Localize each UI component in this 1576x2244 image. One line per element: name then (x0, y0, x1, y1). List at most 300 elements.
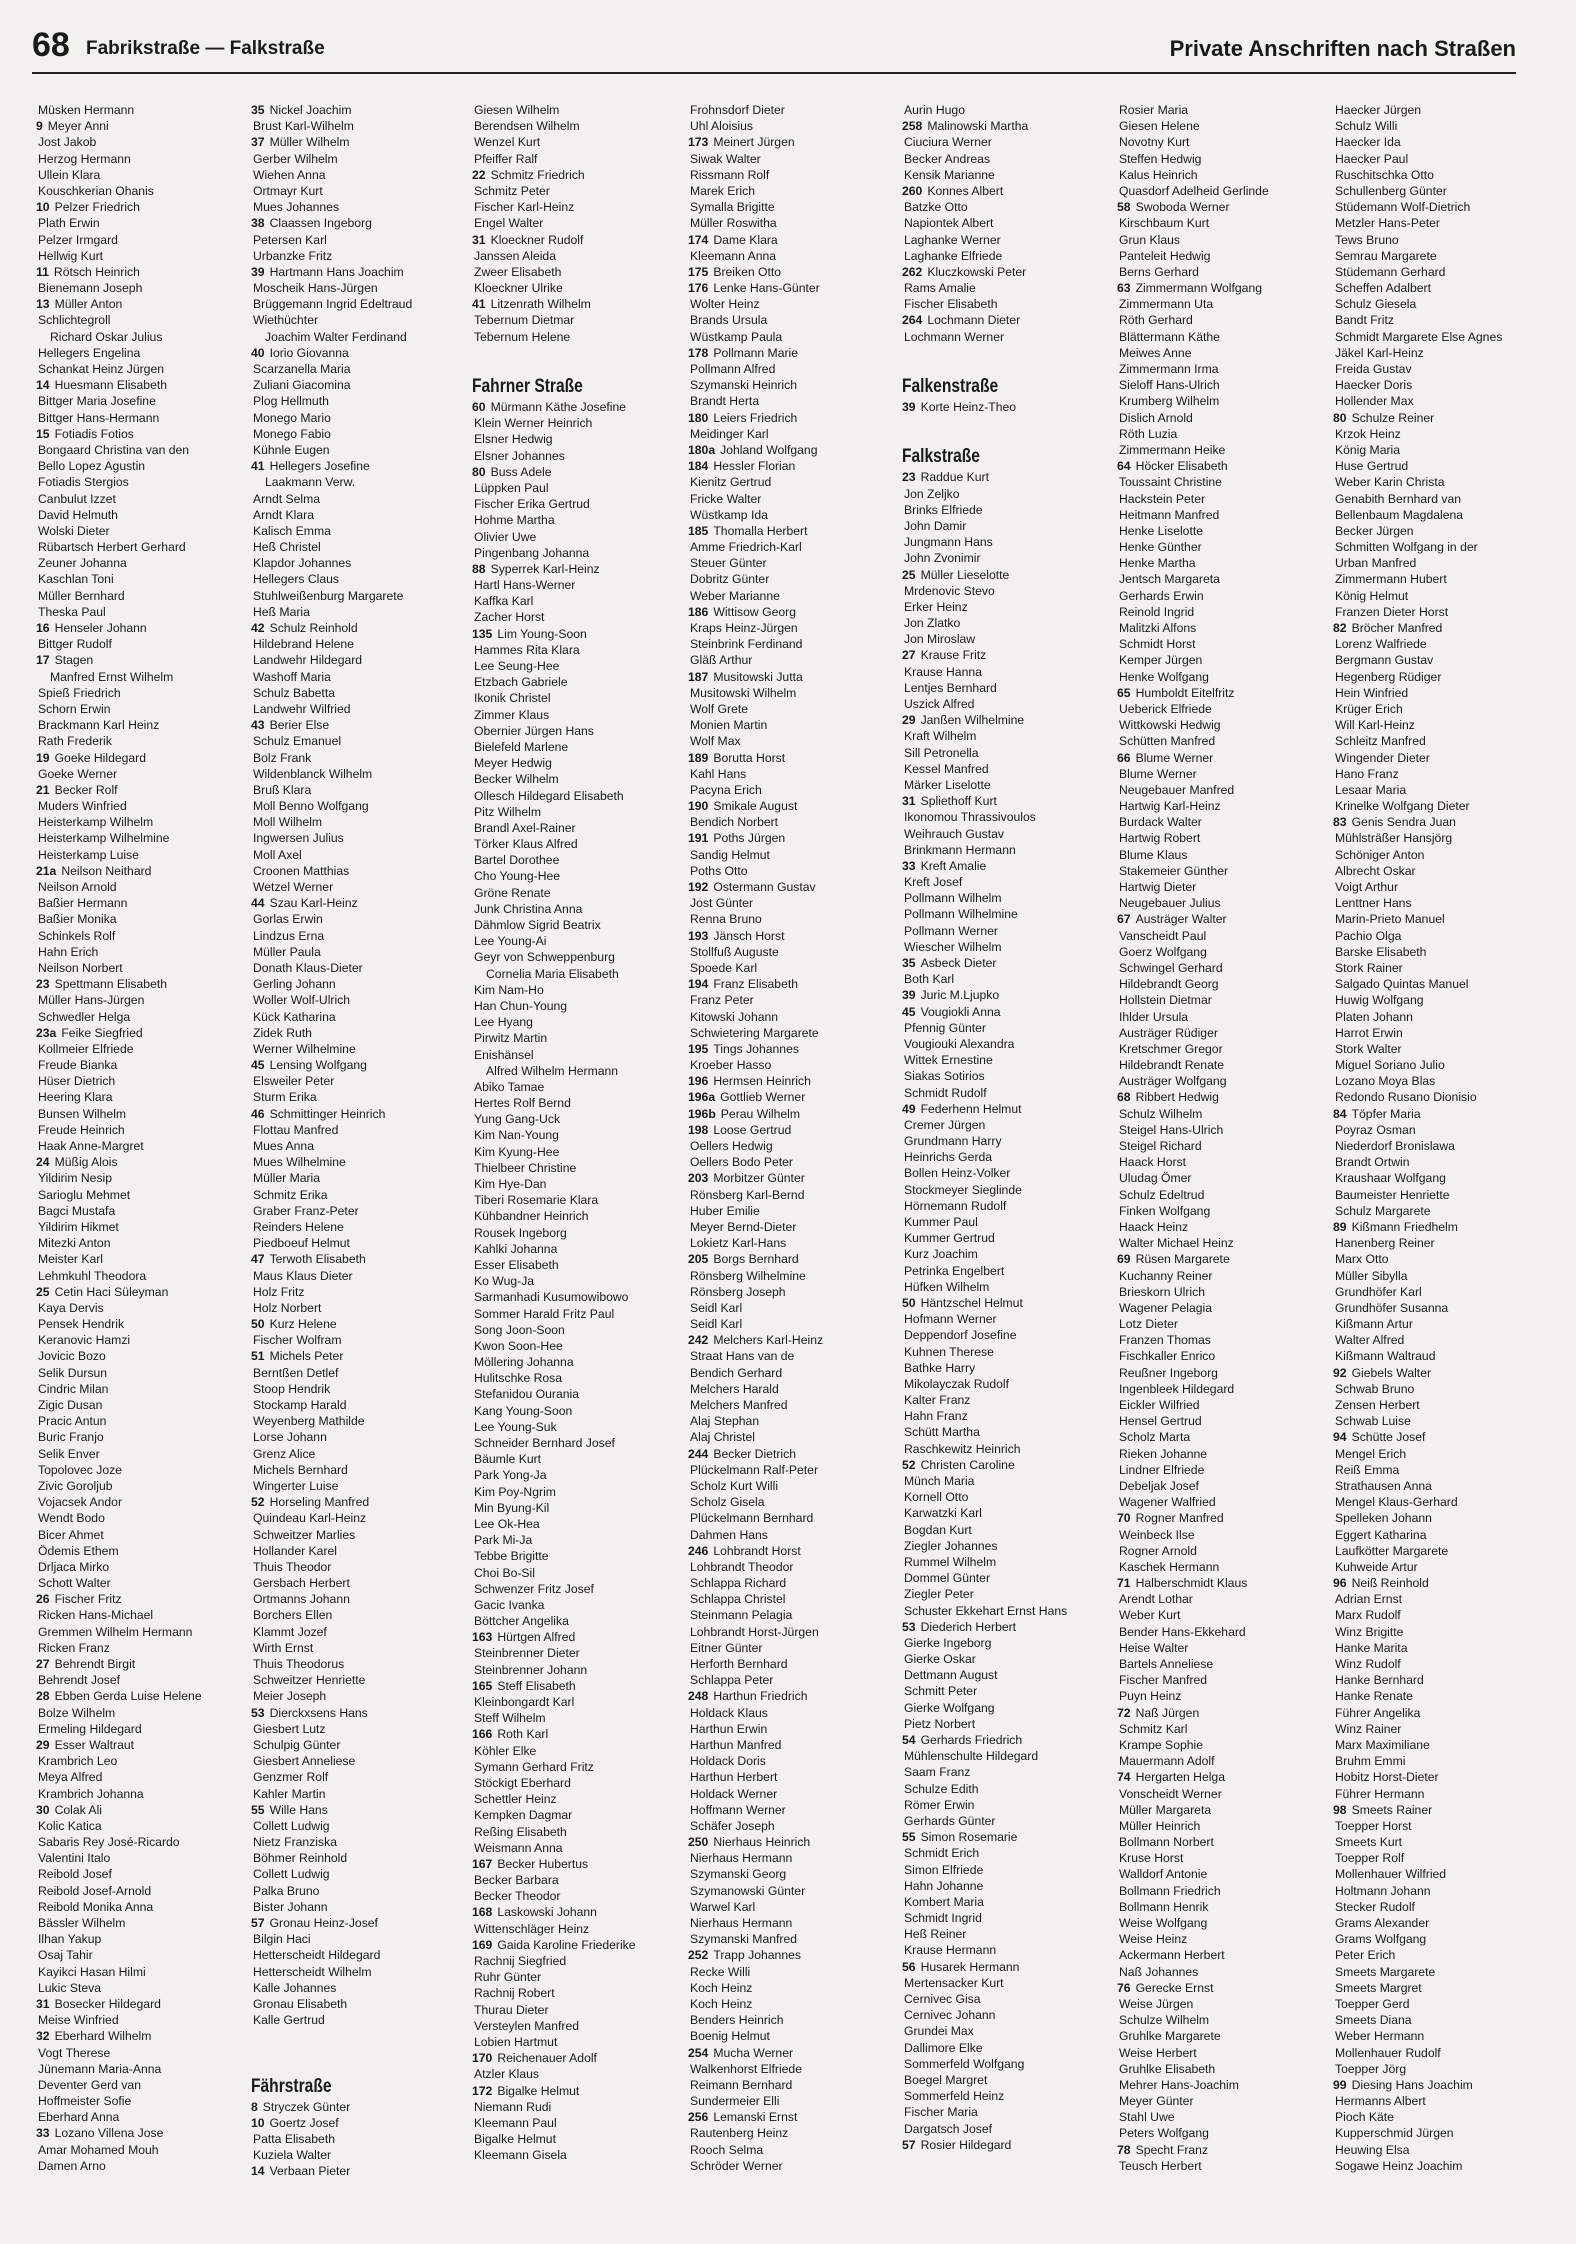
resident-name: Ziegler Peter (904, 1587, 974, 1602)
resident-entry (251, 1154, 463, 1170)
resident-entry (251, 1802, 463, 1818)
resident-name: Schulze Wilhelm (1119, 2013, 1210, 2028)
resident-entry (1333, 588, 1545, 604)
resident-entry (251, 766, 463, 782)
resident-entry (688, 118, 900, 134)
resident-entry (251, 1462, 463, 1478)
resident-entry (1333, 1850, 1545, 1866)
resident-entry (36, 1397, 248, 1413)
resident-name: Kuhweide Artur (1335, 1559, 1418, 1574)
resident-entry (472, 480, 684, 496)
resident-name: Valentini Italo (38, 1851, 111, 1866)
house-number: 24 (36, 1155, 50, 1170)
resident-entry (902, 550, 1114, 566)
resident-entry (36, 1883, 248, 1899)
resident-entry (1333, 1980, 1545, 1996)
resident-entry (251, 199, 463, 215)
resident-entry (36, 2109, 248, 2125)
resident-name: Lozano Villena Jose (54, 2126, 164, 2141)
resident-name: Schwab Bruno (1335, 1381, 1415, 1396)
resident-entry (36, 1624, 248, 1640)
resident-entry (902, 1764, 1114, 1780)
resident-entry (688, 636, 900, 652)
house-number: 203 (688, 1171, 709, 1186)
resident-entry (688, 1478, 900, 1494)
resident-entry (688, 215, 900, 231)
resident-entry (472, 1435, 684, 1451)
resident-name: Freude Bianka (38, 1058, 118, 1073)
resident-name: Eickler Wilfried (1119, 1398, 1200, 1412)
resident-entry (1117, 183, 1329, 199)
resident-name: Szymanowski Günter (690, 1883, 806, 1898)
resident-entry (1333, 1834, 1545, 1850)
resident-name: Winz Rainer (1335, 1721, 1402, 1736)
resident-entry (688, 992, 900, 1008)
resident-name: Gerhards Friedrich (920, 1733, 1023, 1747)
resident-entry (36, 766, 248, 782)
resident-entry (1117, 1365, 1329, 1381)
resident-name: Stahl Uwe (1119, 2110, 1175, 2125)
resident-name: Gierke Wolfgang (904, 1700, 995, 1715)
resident-name: Neugebauer Julius (1119, 896, 1221, 911)
resident-name: Rachnij Robert (474, 1986, 555, 2001)
resident-entry (1117, 1883, 1329, 1899)
resident-name: Tings Johannes (713, 1041, 799, 1056)
resident-name: Brands Ursula (690, 313, 768, 328)
resident-entry (472, 1759, 684, 1775)
resident-name: Genabith Bernhard van (1335, 491, 1462, 506)
house-number: 72 (1117, 1705, 1131, 1720)
resident-name: Scarzanella Maria (253, 362, 351, 376)
house-number: 40 (251, 345, 265, 360)
resident-name: Kienitz Gertrud (690, 475, 772, 490)
resident-entry (902, 615, 1114, 631)
resident-name: Franz Peter (690, 993, 754, 1008)
resident-entry (36, 1996, 248, 2012)
resident-name: Becker Hubertus (497, 1856, 589, 1871)
resident-name: Kalter Franz (904, 1393, 971, 1408)
resident-entry (36, 669, 248, 685)
resident-entry (1333, 928, 1545, 944)
resident-name: Harthun Manfred (690, 1737, 782, 1752)
resident-name: Holz Fritz (253, 1284, 305, 1299)
resident-entry (472, 1273, 684, 1289)
resident-name: Steinmann Pelagia (690, 1608, 793, 1623)
resident-name: Schwingel Gerhard (1119, 960, 1223, 975)
resident-entry (36, 2061, 248, 2077)
resident-entry (1117, 685, 1329, 701)
resident-name: Syperrek Karl-Heinz (490, 561, 600, 576)
resident-name: Ermeling Hildegard (38, 1721, 142, 1736)
resident-entry (1333, 377, 1545, 393)
resident-entry (472, 1678, 684, 1694)
resident-name: Ikonomou Thrassivoulos (904, 810, 1036, 825)
resident-entry (472, 2066, 684, 2082)
resident-name: Ödemis Ethem (38, 1543, 119, 1558)
resident-name: Wendt Bodo (38, 1511, 105, 1526)
house-number: 256 (688, 2110, 709, 2125)
resident-name: Nierhaus Hermann (690, 1851, 793, 1866)
resident-name: Klapdor Johannes (253, 556, 352, 571)
resident-name: Berns Gerhard (1119, 264, 1199, 279)
resident-name: Rousek Ingeborg (474, 1225, 567, 1240)
house-number: 254 (688, 2045, 709, 2060)
resident-entry (472, 1063, 684, 1079)
resident-name: Möllering Johanna (474, 1355, 574, 1370)
resident-name: Reiß Emma (1335, 1462, 1400, 1477)
resident-name: Vougiouki Alexandra (904, 1036, 1015, 1051)
resident-name: Bruß Klara (253, 782, 312, 797)
resident-entry (1117, 1866, 1329, 1882)
resident-entry (251, 1138, 463, 1154)
resident-entry (36, 1866, 248, 1882)
resident-name: Spliethoff Kurt (920, 794, 997, 809)
house-number: 50 (902, 1295, 916, 1310)
resident-entry (251, 620, 463, 636)
resident-name: Spelleken Johann (1335, 1511, 1432, 1526)
resident-entry (1117, 523, 1329, 539)
resident-entry (1117, 766, 1329, 782)
resident-entry (902, 712, 1114, 728)
resident-entry (36, 571, 248, 587)
resident-name: Brinkmann Hermann (904, 842, 1016, 857)
resident-name: Harthun Erwin (690, 1721, 768, 1736)
house-number: 33 (36, 2126, 50, 2141)
resident-entry (251, 1834, 463, 1850)
resident-name: Hackstein Peter (1119, 491, 1206, 506)
resident-name: Schmidt Margarete Else Agnes (1335, 329, 1503, 344)
resident-entry (472, 1597, 684, 1613)
resident-entry (1333, 652, 1545, 668)
resident-name: Gläß Arthur (690, 653, 753, 668)
resident-name: Giesen Helene (1119, 119, 1200, 134)
resident-entry (1333, 1575, 1545, 1591)
house-number: 58 (1117, 200, 1131, 215)
resident-name: Karwatzki Karl (904, 1506, 982, 1521)
resident-name: Cornelia Maria Elisabeth (486, 966, 619, 981)
resident-entry (1117, 491, 1329, 507)
resident-name: Meya Alfred (38, 1770, 103, 1785)
house-number: 41 (251, 459, 265, 474)
resident-entry (1333, 199, 1545, 215)
resident-entry (472, 1921, 684, 1937)
resident-entry (688, 1446, 900, 1462)
resident-entry (251, 928, 463, 944)
resident-entry (1117, 118, 1329, 134)
resident-name: Eitner Günter (690, 1640, 763, 1655)
resident-name: Schmitten Wolfgang in der (1335, 540, 1478, 555)
resident-name: Ingwersen Julius (253, 831, 344, 846)
resident-name: Moll Axel (253, 847, 302, 862)
resident-name: Goeke Hildegard (54, 750, 147, 765)
resident-entry (1333, 636, 1545, 652)
resident-name: Schorn Erwin (38, 701, 111, 716)
resident-entry (472, 658, 684, 674)
resident-entry (36, 215, 248, 231)
resident-entry (251, 1187, 463, 1203)
resident-entry (472, 183, 684, 199)
resident-name: Haack Heinz (1119, 1219, 1189, 1234)
resident-name: Huse Gertrud (1335, 459, 1409, 474)
resident-name: Musitowski Wilhelm (690, 685, 797, 700)
resident-entry (1117, 571, 1329, 587)
resident-name: Dislich Arnold (1119, 410, 1193, 425)
resident-name: Amme Friedrich-Karl (690, 540, 802, 555)
house-number: 47 (251, 1252, 265, 1267)
house-number: 25 (902, 567, 916, 582)
resident-entry (688, 1235, 900, 1251)
resident-name: Sogawe Heinz Joachim (1335, 2158, 1463, 2173)
resident-entry (1333, 1672, 1545, 1688)
house-number: 14 (36, 378, 50, 393)
resident-name: Joachim Walter Ferdinand (265, 329, 407, 344)
resident-entry (251, 1786, 463, 1802)
resident-entry (902, 1683, 1114, 1699)
resident-name: Schlappa Peter (690, 1673, 774, 1688)
resident-entry (472, 2099, 684, 2115)
resident-entry (1333, 685, 1545, 701)
resident-name: Mucha Werner (713, 2045, 794, 2060)
resident-name: Wiethüchter (253, 313, 319, 328)
resident-entry (472, 1176, 684, 1192)
resident-entry (1333, 1624, 1545, 1640)
resident-entry (472, 593, 684, 609)
resident-entry (36, 280, 248, 296)
resident-entry (1333, 507, 1545, 523)
resident-entry (1117, 232, 1329, 248)
resident-entry (472, 512, 684, 528)
resident-entry (1117, 2012, 1329, 2028)
resident-entry (902, 1101, 1114, 1117)
house-number: 174 (688, 232, 709, 247)
resident-name: Perau Wilhelm (720, 1106, 801, 1121)
resident-name: Schulz Giesela (1335, 297, 1417, 312)
house-number: 166 (472, 1727, 493, 1742)
resident-name: Schwenzer Fritz Josef (474, 1581, 594, 1596)
resident-entry (36, 410, 248, 426)
resident-entry (1333, 1413, 1545, 1429)
resident-entry (688, 1947, 900, 1963)
resident-entry (472, 1532, 684, 1548)
house-number: 28 (36, 1689, 50, 1704)
resident-name: Heisterkamp Wilhelmine (38, 831, 170, 846)
house-number: 70 (1117, 1511, 1131, 1526)
house-number: 89 (1333, 1219, 1347, 1234)
resident-entry (1117, 1834, 1329, 1850)
house-number: 45 (902, 1004, 916, 1019)
house-number: 252 (688, 1948, 709, 1963)
resident-name: Bello Lopez Agustin (38, 459, 146, 474)
resident-entry (36, 976, 248, 992)
resident-entry (902, 1829, 1114, 1845)
resident-entry (1333, 1348, 1545, 1364)
resident-name: Kroeber Hasso (690, 1058, 772, 1073)
resident-entry (1333, 1753, 1545, 1769)
resident-name: Urban Manfred (1335, 556, 1417, 571)
resident-name: Berier Else (269, 718, 330, 733)
house-number: 55 (251, 1802, 265, 1817)
resident-entry (472, 917, 684, 933)
resident-name: Schmitz Peter (474, 183, 550, 198)
resident-name: Finken Wolfgang (1119, 1203, 1211, 1218)
resident-entry (472, 415, 684, 431)
resident-name: Rooch Selma (690, 2142, 764, 2157)
resident-entry (902, 1408, 1114, 1424)
resident-entry (902, 1732, 1114, 1748)
resident-name: Lenke Hans-Günter (713, 281, 820, 296)
resident-entry (688, 1624, 900, 1640)
resident-entry (1117, 1527, 1329, 1543)
resident-name: Kleemann Paul (474, 2115, 557, 2130)
resident-name: Weise Jürgen (1119, 1996, 1194, 2011)
resident-name: Richard Oskar Julius (50, 329, 163, 344)
resident-entry (1333, 1170, 1545, 1186)
resident-name: Marin-Prieto Manuel (1335, 912, 1445, 927)
resident-entry (688, 976, 900, 992)
resident-entry (1117, 750, 1329, 766)
resident-entry (251, 1057, 463, 1073)
resident-entry (688, 296, 900, 312)
resident-entry (688, 944, 900, 960)
resident-name: Herforth Bernhard (690, 1657, 788, 1671)
resident-entry (1333, 1721, 1545, 1737)
resident-entry (1117, 1397, 1329, 1413)
resident-name: Jon Miroslaw (904, 632, 976, 647)
resident-name: Cho Young-Hee (474, 869, 561, 884)
resident-name: Kleemann Anna (690, 248, 777, 263)
resident-entry (688, 1365, 900, 1381)
resident-name: Lenttner Hans (1335, 896, 1412, 911)
resident-name: Mikolayczak Rudolf (904, 1376, 1009, 1391)
directory-column-7 (1333, 102, 1545, 2232)
resident-name: Ziegler Johannes (904, 1538, 998, 1553)
house-number: 42 (251, 621, 265, 635)
resident-entry (251, 1073, 463, 1089)
resident-name: Kim Poy-Ngrim (474, 1484, 556, 1499)
resident-entry (36, 992, 248, 1008)
resident-entry (1333, 620, 1545, 636)
resident-name: Voigt Arthur (1335, 880, 1399, 894)
resident-name: John Zvonimir (904, 551, 981, 566)
resident-name: Stüdemann Wolf-Dietrich (1335, 200, 1471, 215)
resident-name: Piedboeuf Helmut (253, 1236, 350, 1251)
resident-entry (251, 604, 463, 620)
resident-entry (1117, 782, 1329, 798)
house-number: 92 (1333, 1365, 1347, 1380)
resident-name: Weber Marianne (690, 588, 780, 603)
resident-entry (472, 1160, 684, 1176)
resident-entry (688, 491, 900, 507)
resident-entry (251, 361, 463, 377)
resident-name: Poths Jürgen (713, 831, 786, 846)
resident-name: Salgado Quintas Manuel (1335, 977, 1469, 992)
resident-entry (1117, 847, 1329, 863)
resident-name: Hohme Martha (474, 513, 555, 528)
house-number: 264 (902, 313, 923, 328)
resident-name: Min Byung-Kil (474, 1500, 550, 1515)
resident-name: Schmitz Friedrich (490, 167, 585, 182)
resident-name: Kuhnen Therese (904, 1344, 994, 1359)
resident-name: Mollenhauer Wilfried (1335, 1867, 1447, 1882)
resident-name: Sommerfeld Wolfgang (904, 2056, 1025, 2071)
resident-name: Kessel Manfred (904, 761, 989, 776)
resident-entry (1117, 167, 1329, 183)
resident-name: Heering Klara (38, 1090, 113, 1105)
resident-entry (1333, 669, 1545, 685)
resident-name: Vonscheidt Werner (1119, 1786, 1222, 1801)
resident-name: Johland Wolfgang (720, 442, 818, 457)
resident-entry (251, 523, 463, 539)
resident-name: Baumeister Henriette (1335, 1187, 1450, 1202)
resident-entry (1333, 393, 1545, 409)
resident-entry (902, 583, 1114, 599)
resident-entry (1333, 1527, 1545, 1543)
resident-entry (472, 1565, 684, 1581)
resident-entry (688, 345, 900, 361)
resident-entry (902, 151, 1114, 167)
resident-name: Fischer Elisabeth (904, 297, 998, 312)
resident-name: Schütte Josef (1351, 1430, 1426, 1445)
resident-name: Stockamp Harald (253, 1398, 347, 1412)
resident-name: Dähmlow Sigrid Beatrix (474, 918, 601, 932)
resident-entry (1117, 863, 1329, 879)
resident-name: Rieken Johanne (1119, 1446, 1208, 1461)
resident-entry (1117, 1721, 1329, 1737)
resident-entry (36, 1365, 248, 1381)
resident-entry (472, 1030, 684, 1046)
resident-entry (251, 151, 463, 167)
resident-name: Poyraz Osman (1335, 1122, 1416, 1137)
resident-name: Meyer Anni (47, 119, 109, 134)
resident-entry (688, 1753, 900, 1769)
resident-name: Kayikci Hasan Hilmi (38, 1964, 146, 1979)
resident-entry (472, 561, 684, 577)
resident-entry (251, 895, 463, 911)
resident-entry (1333, 1106, 1545, 1122)
resident-name: Swoboda Werner (1135, 200, 1230, 215)
resident-name: Bollmann Norbert (1119, 1835, 1214, 1850)
resident-entry (36, 458, 248, 474)
resident-name: Dettmann August (904, 1668, 998, 1683)
resident-entry (688, 928, 900, 944)
resident-name: Müller Maria (253, 1171, 321, 1186)
resident-name: Müller Wilhelm (269, 135, 350, 150)
resident-name: Fischer Maria (904, 2105, 978, 2120)
resident-name: Hildebrandt Renate (1119, 1058, 1225, 1073)
resident-name: Bittger Maria Josefine (38, 394, 156, 409)
house-number: 169 (472, 1937, 493, 1952)
resident-name: Schankat Heinz Jürgen (38, 362, 165, 376)
resident-entry (36, 1915, 248, 1931)
house-number: 10 (36, 200, 50, 215)
resident-name: Hildebrand Helene (253, 637, 354, 652)
resident-name: Heß Maria (253, 604, 310, 619)
resident-name: Meier Joseph (253, 1689, 327, 1704)
house-number: 52 (902, 1457, 916, 1472)
resident-entry (1333, 134, 1545, 150)
resident-name: Franzen Thomas (1119, 1333, 1211, 1348)
resident-name: Schmidt Horst (1119, 637, 1196, 652)
resident-entry (36, 1494, 248, 1510)
resident-entry (1333, 847, 1545, 863)
resident-name: Borchers Ellen (253, 1608, 333, 1623)
resident-entry (1333, 2125, 1545, 2141)
resident-entry (1333, 312, 1545, 328)
resident-entry (1117, 1251, 1329, 1267)
resident-entry (688, 539, 900, 555)
resident-name: Rissmann Rolf (690, 167, 770, 182)
resident-entry (688, 1543, 900, 1559)
